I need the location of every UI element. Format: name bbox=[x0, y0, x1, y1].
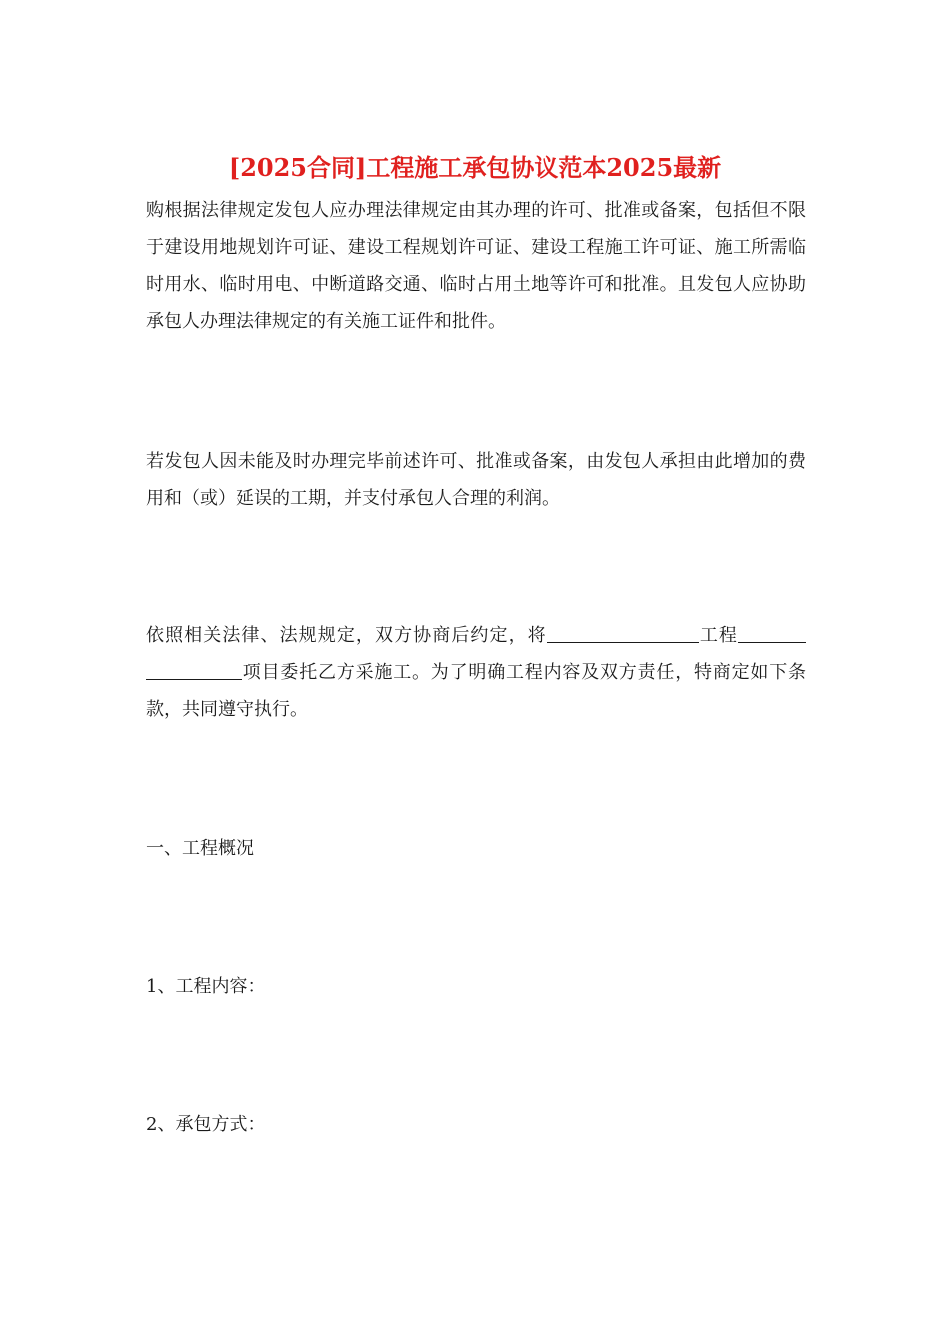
entrustment-text-c: 项目委托乙方采施工。为了明确工程内容及双方责任，特商定如下条款，共同遵守执行。 bbox=[146, 662, 806, 720]
entrustment-text-a: 依照相关法律、法规规定，双方协商后约定，将 bbox=[146, 625, 547, 646]
paragraph-entrustment bbox=[146, 617, 806, 728]
section-heading-project-overview: 一、工程概况 bbox=[146, 838, 254, 859]
paragraph-permits: 购根据法律规定发包人应办理法律规定由其办理的许可、批准或备案，包括但不限于建设用地规划许可证、建设工程规划许可证、建设工程施工许可证、施工所需临时用水、临时用电、中断道路交通、临时占用土地等许可和批准。且发包人应协助承包人办理法律规定的有关施工证件和批件。 bbox=[146, 200, 806, 332]
blank-project-name bbox=[547, 624, 699, 643]
blank-project-detail-2 bbox=[146, 661, 242, 680]
blank-project-detail-1 bbox=[738, 624, 806, 643]
item-project-content: 1、工程内容： bbox=[146, 976, 266, 997]
document-title: [2025合同]工程施工承包协议范本2025最新 bbox=[228, 153, 722, 182]
item-contract-method: 2、承包方式： bbox=[146, 1114, 266, 1135]
entrustment-text-b: 工程 bbox=[698, 625, 738, 646]
paragraph-delay-liability: 若发包人因未能及时办理完毕前述许可、批准或备案，由发包人承担由此增加的费用和（或）延误的工期，并支付承包人合理的利润。 bbox=[146, 451, 806, 509]
